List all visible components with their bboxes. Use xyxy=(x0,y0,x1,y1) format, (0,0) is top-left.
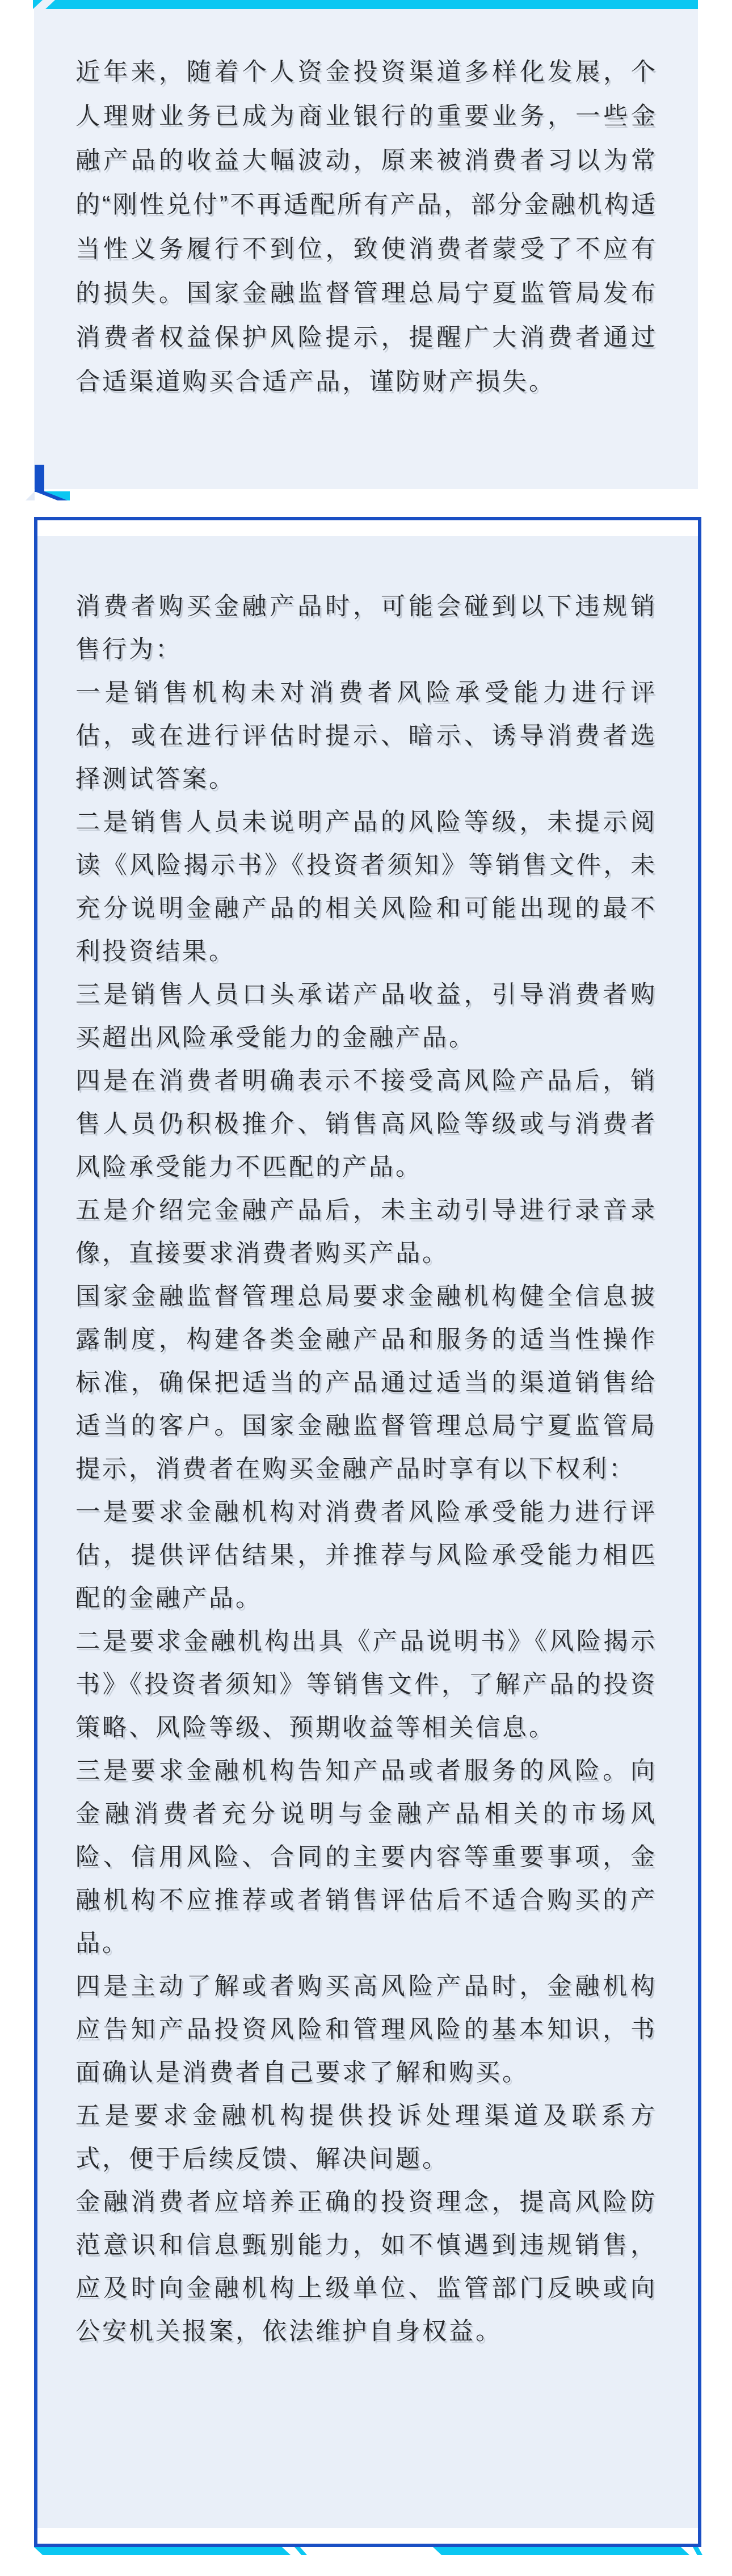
bottom-accent-band-left-tip xyxy=(295,2547,307,2555)
card-paragraph: 三是要求金融机构告知产品或者服务的风险。向金融消费者充分说明与金融产品相关的市场风险、信用风险、合同的主要内容等重要事项，金融机构不应推荐或者销售评估后不适合购买的产品。 xyxy=(75,1757,657,1957)
corner-ribbon-shadow xyxy=(26,491,35,500)
risk-tips-card xyxy=(34,517,701,2547)
card-paragraph: 五是要求金融机构提供投诉处理渠道及联系方式，便于后续反馈、解决问题。 xyxy=(75,2102,657,2173)
card-paragraph: 二是销售人员未说明产品的风险等级，未提示阅读《风险揭示书》《投资者须知》等销售文件，未充分说明金融产品的相关风险和可能出现的最不利投资结果。 xyxy=(75,809,657,965)
corner-ribbon-vertical-bar xyxy=(35,465,44,492)
card-inner-panel xyxy=(37,536,698,2528)
card-paragraph: 金融消费者应培养正确的投资理念，提高风险防范意识和信息甄别能力，如不慎遇到违规销售，应及时向金融机构上级单位、监管部门反映或向公安机关报案，依法维护自身权益。 xyxy=(75,2188,657,2345)
card-paragraph: 一是销售机构未对消费者风险承受能力进行评估，或在进行评估时提示、暗示、诱导消费者选择测试答案。 xyxy=(75,679,657,793)
card-paragraph: 五是介绍完金融产品后，未主动引导进行录音录像，直接要求消费者购买产品。 xyxy=(75,1197,657,1267)
bottom-accent-band-right-tip xyxy=(693,2547,702,2555)
card-paragraph: 一是要求金融机构对消费者风险承受能力进行评估，提供评估结果，并推荐与风险承受能力相匹配的金融产品。 xyxy=(75,1499,657,1612)
card-body-text xyxy=(75,585,657,2353)
top-accent-bar xyxy=(45,0,698,9)
intro-paragraph: 近年来，随着个人资金投资渠道多样化发展，个人理财业务已成为商业银行的重要业务，一些金融产品的收益大幅波动，原来被消费者习以为常的“刚性兑付”不再适配所有产品，部分金融机构适当性义务履行不到位，致使消费者蒙受了不应有的损失。国家金融监督管理总局宁夏监管局发布消费者权益保护风险提示，提醒广大消费者通过合适渠道购买合适产品，谨防财产损失。 xyxy=(75,58,658,395)
card-paragraph: 三是销售人员口头承诺产品收益，引导消费者购买超出风险承受能力的金融产品。 xyxy=(75,981,657,1051)
card-paragraph: 四是在消费者明确表示不接受高风险产品后，销售人员仍积极推介、销售高风险等级或与消费者风险承受能力不匹配的产品。 xyxy=(75,1067,657,1181)
bottom-accent-band-left xyxy=(34,2547,291,2555)
card-paragraph: 四是主动了解或者购买高风险产品时，金融机构应告知产品投资风险和管理风险的基本知识，书面确认是消费者自己要求了解和购买。 xyxy=(75,1973,657,2086)
bottom-accent-band-right xyxy=(433,2547,689,2555)
card-paragraph: 消费者购买金融产品时，可能会碰到以下违规销售行为： xyxy=(75,593,657,663)
card-paragraph: 国家金融监督管理总局要求金融机构健全信息披露制度，构建各类金融产品和服务的适当性操作标准，确保把适当的产品通过适当的渠道销售给适当的客户。国家金融监督管理总局宁夏监管局提示，消费者在购买金融产品时享有以下权利： xyxy=(75,1283,657,1483)
card-paragraph: 二是要求金融机构出具《产品说明书》《风险揭示书》《投资者须知》等销售文件，了解产品的投资策略、风险等级、预期收益等相关信息。 xyxy=(75,1628,657,1741)
